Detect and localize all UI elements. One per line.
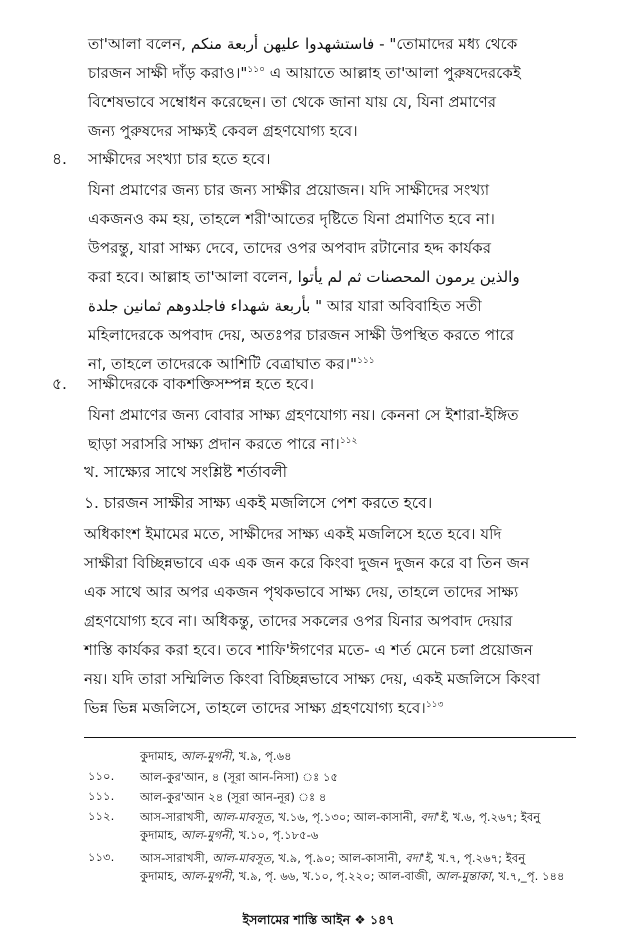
section-paragraph: অধিকাংশ ইমামের মতে, সাক্ষীদের সাক্ষ্য একই মজলিসে হতে হবে। যদি সাক্ষীরা বিচ্ছিন্নভাবে এক এক জন করে কিংবা দুজন দুজন করে বা তিন জন এক সাথে আর অপর একজন পৃথকভাবে সাক্ষ্য দেয়, তাহলে তাদের সাক্ষ্য গ্রহণযোগ্য হবে না। অধিকন্তু, তাদের সকলের ওপর যিনার অপবাদ দেয়ার শাস্তি কার্যকর করা হবে। তবে শাফি'ঈগণের মতে- এ শর্ত মেনে চলা প্রয়োজন নয়। যদি তারা সম্মিলিত কিংবা বিচ্ছিন্নভাবে সাক্ষ্য দেয়, একই মজলিসে কিংবা ভিন্ন ভিন্ন মজলিসে, তাহলে তাদের সাক্ষ্য গ্রহণযোগ্য হবে।$^{১১৩}$ [84, 525, 541, 717]
ornament-icon: ❖ [350, 912, 370, 927]
footnote-111: আল-কুর'আন ২৪ (সূরা আন-নূর) ঃ ৪ [140, 790, 327, 804]
page-number: ১৪৭ [369, 912, 395, 927]
footnote-110: আল-কুর'আন, ৪ (সূরা আন-নিসা) ঃ ১৫ [140, 770, 339, 784]
footnote-112-number: ১১২. [88, 809, 115, 823]
intro-line-1: তা'আলা বলেন, فاستشهدوا عليهن أربعة منكم - "তোমাদের মধ্য থেকে [88, 35, 518, 53]
footnote-ref: ১১০ [247, 64, 265, 75]
page-footer [0, 912, 637, 932]
footnote-111-number: ১১১. [88, 789, 115, 803]
footnote-ref: ১১২ [339, 435, 358, 446]
arabic-verse: فاستشهدوا عليهن أربعة منكم [190, 35, 375, 53]
arabic-verse: بأربعة شهداء فاجلدوهم ثمانين جلدة [88, 297, 311, 315]
item-5-title: সাক্ষীদেরকে বাকশক্তিসম্পন্ন হতে হবে। [88, 375, 315, 393]
item-4-body: যিনা প্রমাণের জন্য চার জন্য সাক্ষীর প্রয়োজন। যদি সাক্ষীদের সংখ্যা একজনও কম হয়, তাহলে শরী'আতের দৃষ্টিতে যিনা প্রমাণিত হবে না। উপরন্তু, যারা সাক্ষ্য দেবে, তাদের ওপর অপবাদ রটানোর হদ্দ কার্যকর করা হবে। আল্লাহ তা'আলা বলেন, والذين يرمون المحصنات ثم لم يأتوا بأربعة شهداء فاجلدوهم ثمانين جلدة " আর যারা অবিবাহিত সতী মহিলাদেরকে অপবাদ দেয়, অতঃপর চারজন সাক্ষী উপস্থিত করতে পারে না, তাহলে তাদেরকে আশিটি বেত্রাঘাত কর।"$^{১১১}$ [88, 181, 520, 373]
intro-line-3: বিশেষভাবে সম্বোধন করেছেন। তা থেকে জানা যায় যে, যিনা প্রমাণের [88, 93, 497, 111]
item-4-number: ৪. [52, 150, 67, 168]
footnote-113-number: ১১৩. [88, 850, 115, 864]
intro-line-4: জন্য পুরুষদের সাক্ষ্যই কেবল গ্রহণযোগ্য হবে। [88, 122, 358, 140]
footnote-ref: ১১৩ [425, 699, 444, 710]
footnote-divider [84, 737, 576, 738]
subsection-heading: ১. চারজন সাক্ষীর সাক্ষ্য একই মজলিসে পেশ করতে হবে। [84, 494, 433, 512]
intro-line-2: চারজন সাক্ষী দাঁড় করাও।"$^{১১০}$ এ আয়াতে আল্লাহ তা'আলা পুরুষদেরকেই [88, 64, 521, 82]
footnote-ref: ১১১ [357, 355, 375, 366]
footnote-113: আস-সারাখসী, আল-মাবসূত, খ.৯, পৃ.৯০; আল-কাসানী, বদা'ই, খ.৭, পৃ.২৬৭; ইবনু কুদামাহ, আল-মুগনী, খ.৯, পৃ. ৬৬, খ.১০, পৃ.২২০; আল-বাজী, আল-মুন্তাকা, খ.৭,_পৃ. ১৪৪ [140, 851, 565, 883]
footnote-112: আস-সারাখসী, আল-মাবসূত, খ.১৬, পৃ.১৩০; আল-কাসানী, বদা'ই, খ.৬, পৃ.২৬৭; ইবনু কুদামাহ, আল-মুগনী, খ.১০, পৃ.১৮৫-৬ [140, 810, 541, 842]
item-4-title: সাক্ষীদের সংখ্যা চার হতে হবে। [88, 150, 271, 168]
intro-paragraph [88, 30, 618, 146]
book-title: ইসলামের শাস্তি আইন [242, 912, 351, 927]
arabic-verse: والذين يرمون المحصنات ثم لم يأتوا [297, 268, 520, 286]
item-5-body: যিনা প্রমাণের জন্য বোবার সাক্ষ্য গ্রহণযোগ্য নয়। কেননা সে ইশারা-ইঙ্গিত ছাড়া সরাসরি সাক্ষ্য প্রদান করতে পারে না।$^{১১২}$ [88, 406, 519, 453]
section-heading: খ. সাক্ষ্যের সাথে সংশ্লিষ্ট শর্তাবলী [84, 463, 288, 481]
item-5-number: ৫. [52, 375, 67, 393]
footnote-110-number: ১১০. [88, 769, 115, 783]
footnote-carryover: কুদামাহ, আল-মুগনী, খ.৯, পৃ.৬৪ [140, 749, 292, 763]
